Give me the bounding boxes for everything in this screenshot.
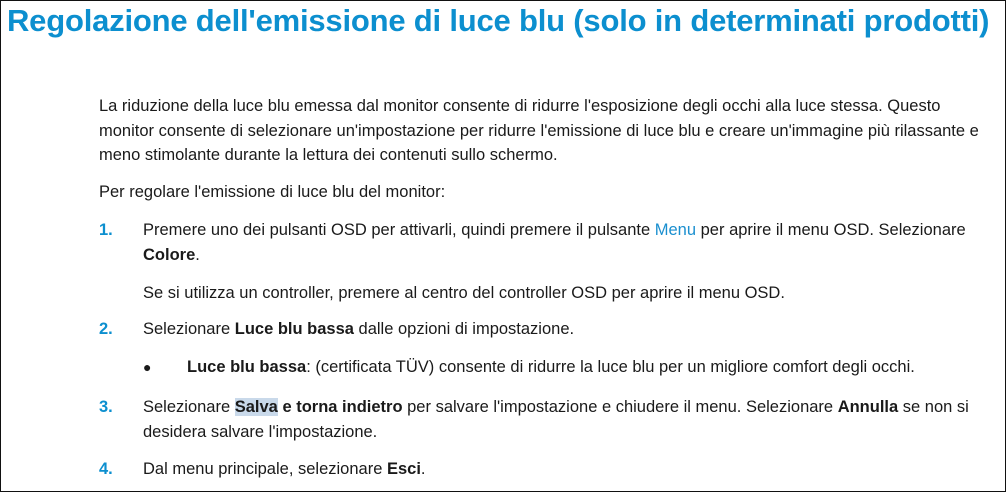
page-title: Regolazione dell'emissione di luce blu (solo in determinati prodotti) (7, 3, 990, 38)
step-3-text-b: per salvare l'impostazione e chiudere il menu. Selezionare (402, 398, 838, 416)
step-4-text-a: Dal menu principale, selezionare (143, 460, 387, 478)
step-2-text-b: dalle opzioni di impostazione. (353, 320, 575, 338)
step-4-text (143, 457, 993, 482)
bullet-dot: ● (143, 359, 152, 375)
step-2-bold: Luce blu bassa (234, 320, 354, 338)
step-3-highlighted-word: Salva (234, 398, 278, 416)
step-number-2: 2. (99, 320, 113, 338)
step-number-3: 3. (99, 398, 113, 416)
menu-link[interactable]: Menu (654, 221, 697, 239)
lead-paragraph: Per regolare l'emissione di luce blu del monitor: (99, 183, 446, 201)
bullet-bold: Luce blu bassa (187, 358, 307, 376)
step-3-bold-rest: e torna indietro (277, 398, 403, 416)
step-1-text-b: per aprire il menu OSD. Selezionare (696, 221, 966, 239)
step-3-text-a: Selezionare (143, 398, 235, 416)
bullet-item (187, 355, 1002, 380)
step-1-text (143, 218, 993, 267)
step-1-text-c: . (195, 245, 200, 264)
step-1-text-a: Premere uno dei pulsanti OSD per attivarli, quindi premere il pulsante (143, 221, 655, 239)
step-1-bold: Colore (143, 245, 196, 264)
step-number-1: 1. (99, 221, 113, 239)
step-number-4: 4. (99, 460, 113, 478)
step-4-text-b: . (420, 460, 426, 478)
step-3-text-c: se non si desidera salvare l'impostazione. (143, 398, 969, 441)
intro-paragraph: La riduzione della luce blu emessa dal monitor consente di ridurre l'esposizione degli occhi alla luce stessa. Questo monitor consente di selezionare un'impostazione per ridurre l'emissione di luce blu e creare un'immagine più rilassante e meno stimolante durante la lettura dei contenuti sullo schermo. (99, 97, 979, 164)
step-3-text (143, 395, 1003, 444)
step-4-bold: Esci (386, 460, 421, 478)
step-3-bold-2: Annulla (837, 398, 899, 416)
bullet-text: : (certificata TÜV) consente di ridurre la luce blu per un migliore comfort degli occhi. (306, 358, 915, 376)
step-2-text (143, 317, 993, 342)
step-1-note: Se si utilizza un controller, premere al centro del controller OSD per aprire il menu OSD. (143, 284, 785, 302)
step-2-text-a: Selezionare (143, 320, 235, 338)
